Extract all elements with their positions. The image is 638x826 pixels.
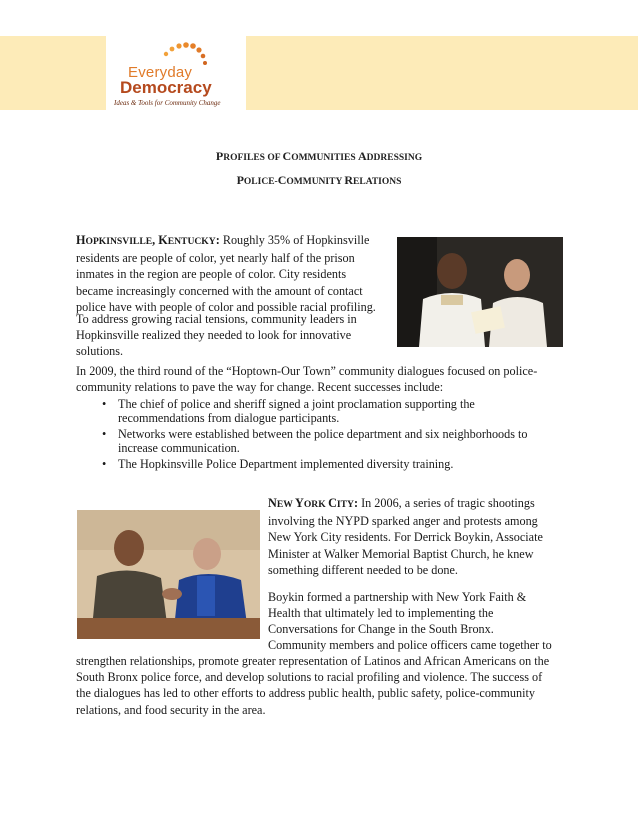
bullet-icon: • (102, 397, 107, 411)
newyork-heading: NEW YORK CITY: (268, 496, 359, 510)
handshake-photo-illustration (77, 510, 260, 639)
officers-photo (397, 237, 563, 347)
hopkinsville-successes-list (96, 397, 566, 472)
bullet-icon: • (102, 426, 107, 441)
logo-text-everyday: Everyday (128, 64, 193, 81)
newyork-paragraph-3-first-line: Community members and police officers came together to (268, 638, 552, 652)
newyork-paragraph-2: Boykin formed a partnership with New York Faith & Health that ultimately led to implementing the Conversations for Change in the South Bronx. (268, 590, 527, 637)
page-title-line-1: PROFILES OF COMMUNITIES ADDRESSING (215, 149, 423, 163)
officers-photo-illustration (397, 237, 563, 347)
page-title-line-2: POLICE-COMMUNITY RELATIONS (236, 173, 402, 187)
list-item: • The chief of police and sheriff signed a joint proclamation supporting the recommendations from dialogue participants. (102, 397, 475, 426)
hopkinsville-heading: HOPKINSVILLE, KENTUCKY: (76, 233, 220, 247)
hopkinsville-paragraph-2: To address growing racial tensions, community leaders in Hopkinsville realized they needed to look for innovative solutions. (76, 312, 357, 359)
logo-text-democracy: Democracy (120, 78, 212, 97)
handshake-photo (77, 510, 260, 639)
list-item: • The Hopkinsville Police Department implemented diversity training. (102, 456, 454, 471)
newyork-paragraph-1: NEW YORK CITY: In 2006, a series of tragic shootings involving the NYPD sparked anger and protests among New York City residents. For Derrick Boykin, Associate Minister at Walker Memorial Baptist Church, he knew something different needed to be done. (268, 496, 543, 577)
logo-tagline: Ideas & Tools for Community Change (114, 99, 221, 107)
header-banner (0, 36, 638, 110)
newyork-paragraph-3: strengthen relationships, promote greater representation of Latinos and African Americans on the South Bronx police force, and develop solutions to racial profiling and violence. The success of the dialogues has led to other efforts to address public health, public safety, police-community relations, and food security in the area. (76, 654, 550, 717)
bullet-icon: • (102, 456, 107, 471)
hopkinsville-paragraph-1: HOPKINSVILLE, KENTUCKY: Roughly 35% of Hopkinsville residents are people of color, yet nearly half of the prison inmates in the region are people of color. City residents became increasingly concerned with the amount of contact police have with people of color and possible racial profiling. (76, 233, 376, 314)
list-item: • Networks were established between the police department and six neighborhoods to increase communication. (102, 426, 528, 456)
hopkinsville-paragraph-3: In 2009, the third round of the “Hoptown-Our Town” community dialogues focused on police- community relations to pave the way for change. Recent successes include: (76, 364, 538, 395)
